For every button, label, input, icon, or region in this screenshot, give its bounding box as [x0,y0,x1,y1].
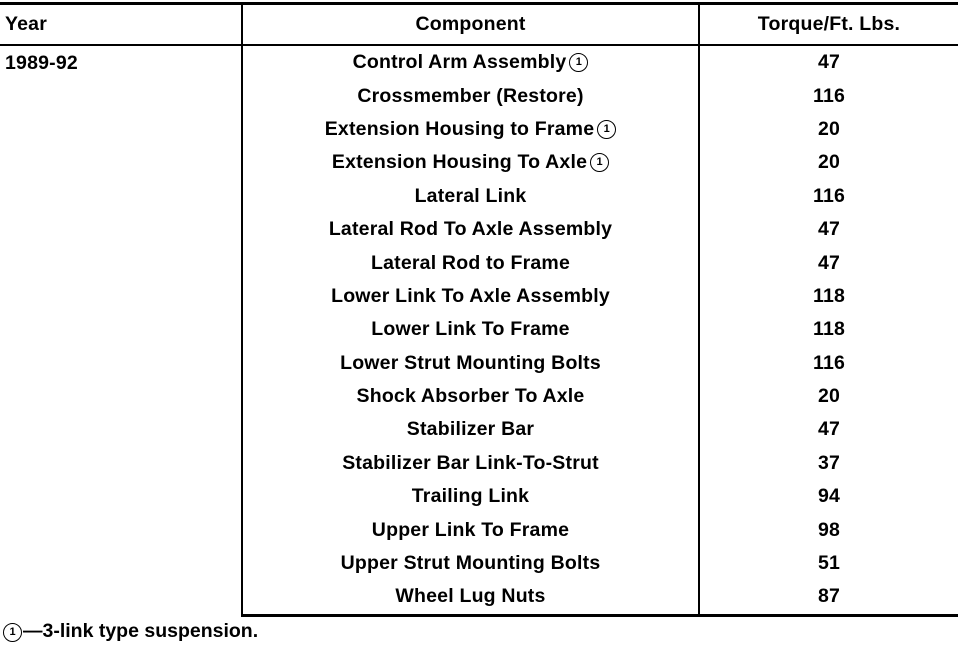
year-range-cell: 1989-92 [0,45,242,615]
component-name: Upper Strut Mounting Bolts [340,552,601,575]
component-cell [242,313,699,346]
component-name: Wheel Lug Nuts [395,585,546,608]
torque-value-cell: 47 [817,418,841,441]
component-name: Trailing Link [411,485,530,508]
component-name: Shock Absorber To Axle [356,385,585,408]
component-name: Upper Link To Frame [371,518,570,541]
component-cell [242,347,699,380]
torque-value-cell: 87 [699,580,958,615]
year-column-header: Year [0,4,242,46]
component-name: Lateral Link [414,184,527,207]
component-cell [242,79,699,112]
table-body [0,45,958,615]
component-name: Lower Link To Frame [371,318,570,341]
component-name: Crossmember (Restore) [357,84,584,107]
torque-value-cell: 47 [817,51,841,74]
torque-value-cell: 20 [817,385,841,408]
component-cell [242,580,699,615]
torque-value-cell: 118 [812,318,846,341]
footnote-marker-icon: 1 [3,623,22,642]
torque-spec-table [0,2,958,617]
component-name: Lower Link To Axle Assembly [331,284,610,307]
component-name: Lateral Rod to Frame [370,251,571,274]
component-cell [242,113,699,146]
torque-spec-sheet [0,2,958,617]
table-row [0,45,958,79]
torque-value-cell: 116 [812,84,846,107]
component-name: Extension Housing to Frame [324,117,595,140]
torque-value-cell: 94 [817,485,841,508]
component-cell [242,513,699,546]
footnote-marker-icon: 1 [597,120,616,139]
component-cell [242,180,699,213]
component-cell [242,280,699,313]
component-cell [242,246,699,279]
component-name: Control Arm Assembly [352,51,567,74]
torque-value-cell: 51 [817,552,841,575]
component-cell [242,213,699,246]
component-name: Stabilizer Bar [406,418,535,441]
component-name: Lower Strut Mounting Bolts [340,351,601,374]
torque-value-cell: 20 [817,151,841,174]
footnote-marker-icon: 1 [590,153,609,172]
component-cell [242,413,699,446]
component-column-header: Component [242,4,699,46]
component-name: Stabilizer Bar Link-To-Strut [342,451,599,474]
table-header [0,4,958,46]
footnote [3,620,258,643]
torque-value-cell: 47 [817,251,841,274]
component-name: Extension Housing To Axle [331,151,588,174]
torque-value-cell: 98 [817,518,841,541]
torque-value-cell: 118 [812,284,846,307]
component-cell [242,547,699,580]
torque-value-cell: 37 [817,451,841,474]
header-row [0,4,958,46]
torque-value-cell: 47 [817,218,841,241]
component-name: Lateral Rod To Axle Assembly [328,218,613,241]
footnote-text: —3-link type suspension. [23,620,259,642]
component-cell [242,447,699,480]
component-cell [242,45,699,79]
component-cell [242,146,699,179]
footnote-marker-icon: 1 [569,53,588,72]
torque-value-cell: 20 [817,117,841,140]
component-cell [242,380,699,413]
torque-value-cell: 116 [812,184,846,207]
torque-value-cell: 116 [812,351,846,374]
component-cell [242,480,699,513]
torque-column-header: Torque/Ft. Lbs. [699,4,958,46]
